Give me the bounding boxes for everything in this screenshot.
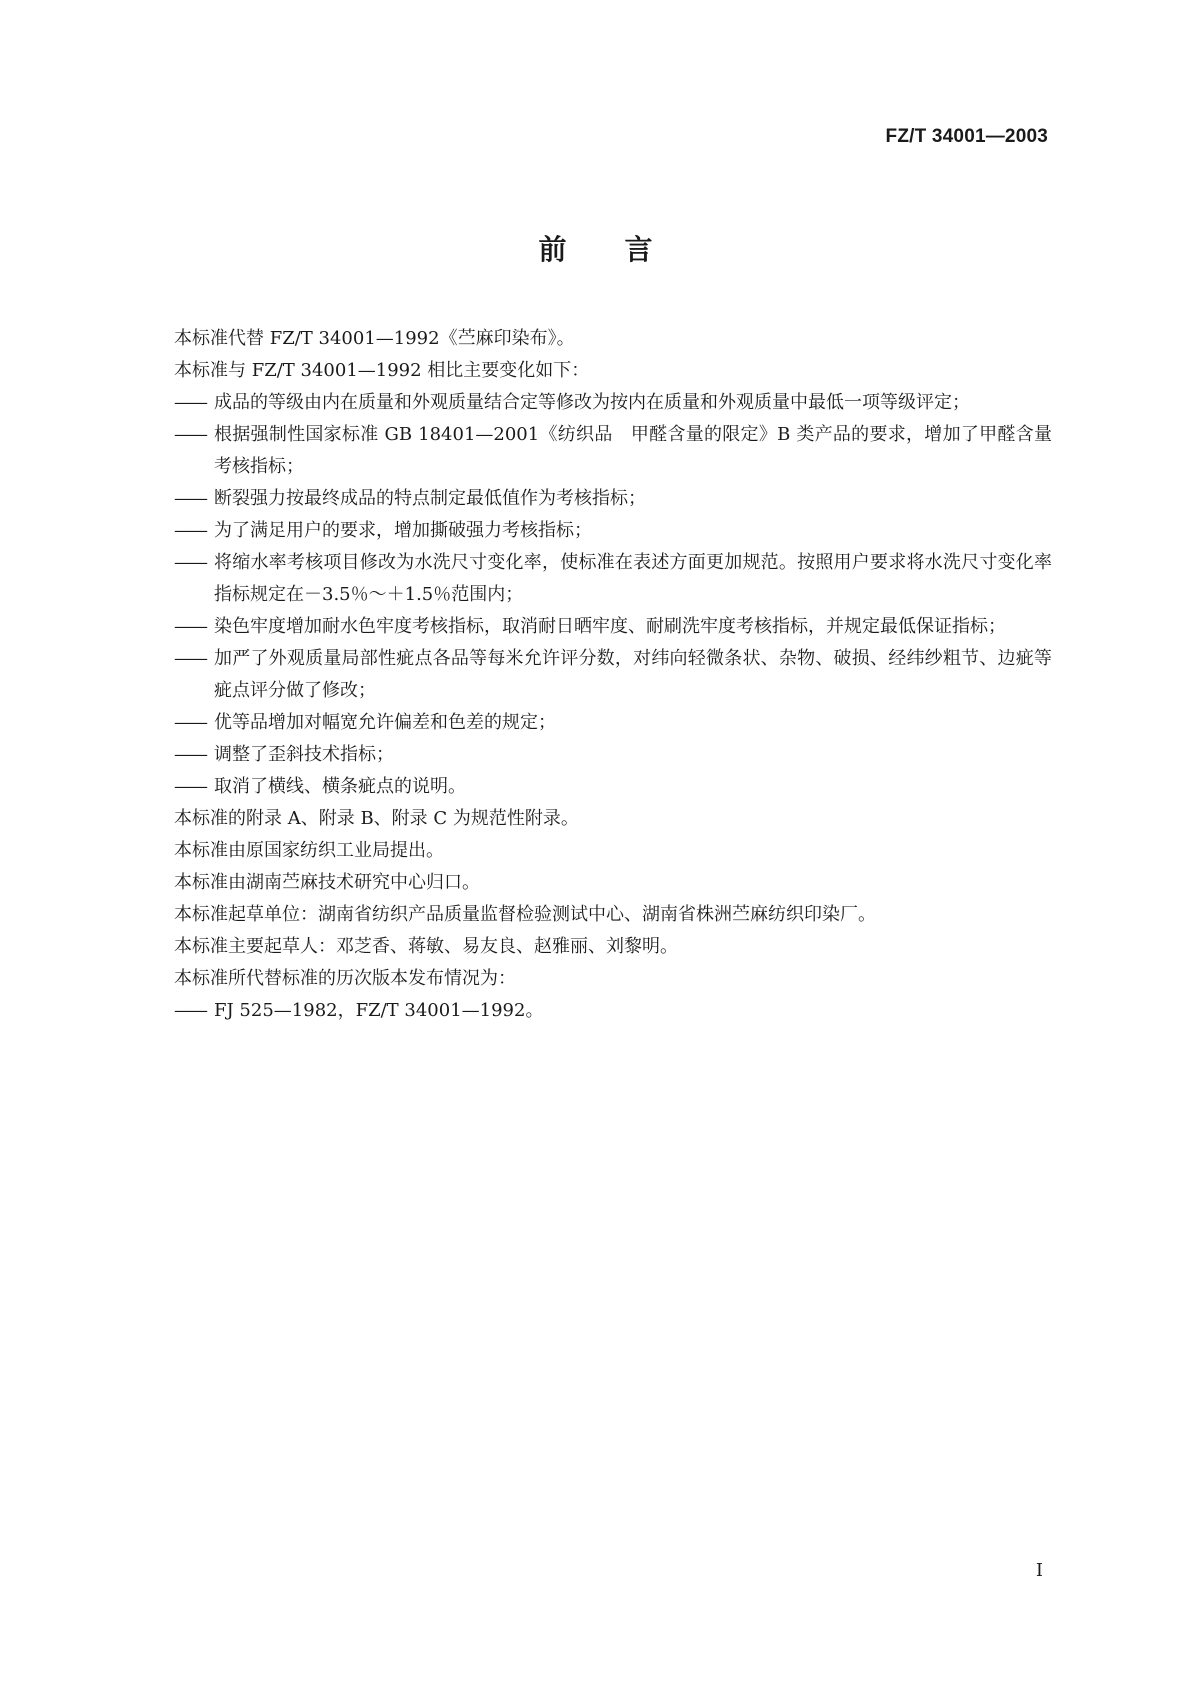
paragraph-changes-intro: 本标准与 FZ/T 34001—1992 相比主要变化如下： xyxy=(174,360,590,381)
history-item xyxy=(174,995,1052,1027)
change-item-text: 取消了横线、横条疵点的说明。 xyxy=(214,776,466,797)
paragraph-history-intro: 本标准所代替标准的历次版本发布情况为： xyxy=(174,968,516,989)
change-item-text: 断裂强力按最终成品的特点制定最低值作为考核指标； xyxy=(214,488,646,509)
dash-marker: —— xyxy=(174,552,206,573)
change-item-text: 加严了外观质量局部性疵点各品等每米允许评分数，对纬向轻微条状、杂物、破损、经纬纱粗节、边疵等疵点评分做了修改； xyxy=(214,648,1052,701)
dash-marker: —— xyxy=(174,616,206,637)
paragraph-drafting-units: 本标准起草单位：湖南省纺织产品质量监督检验测试中心、湖南省株洲苎麻纺织印染厂。 xyxy=(174,904,876,925)
paragraph-annexes: 本标准的附录 A、附录 B、附录 C 为规范性附录。 xyxy=(174,808,579,829)
paragraph-replaces: 本标准代替 FZ/T 34001—1992《苎麻印染布》。 xyxy=(174,328,575,349)
change-item xyxy=(174,419,1052,483)
dash-marker: —— xyxy=(174,776,206,797)
change-item xyxy=(174,707,1052,739)
change-item xyxy=(174,483,1052,515)
dash-marker: —— xyxy=(174,648,206,669)
dash-marker: —— xyxy=(174,712,206,733)
change-item-text: 染色牢度增加耐水色牢度考核指标，取消耐日晒牢度、耐刷洗牢度考核指标，并规定最低保证指标； xyxy=(214,616,1006,637)
dash-marker: —— xyxy=(174,1000,206,1021)
dash-marker: —— xyxy=(174,392,206,413)
change-item-text: 根据强制性国家标准 GB 18401—2001《纺织品 甲醛含量的限定》B 类产品的要求，增加了甲醛含量考核指标； xyxy=(214,424,1052,477)
change-item-text: 调整了歪斜技术指标； xyxy=(214,744,394,765)
change-item-text: 将缩水率考核项目修改为水洗尺寸变化率，使标准在表述方面更加规范。按照用户要求将水洗尺寸变化率指标规定在－3.5％～＋1.5％范围内； xyxy=(214,552,1052,605)
standard-code: FZ/T 34001—2003 xyxy=(885,126,1048,147)
change-item xyxy=(174,739,1052,771)
page-title: 前言 xyxy=(538,233,711,266)
history-item-text: FJ 525—1982，FZ/T 34001—1992。 xyxy=(214,1000,544,1021)
change-item-text: 为了满足用户的要求，增加撕破强力考核指标； xyxy=(214,520,592,541)
change-item xyxy=(174,611,1052,643)
page-number: I xyxy=(1035,1560,1043,1581)
foreword-body xyxy=(174,323,1052,1027)
dash-marker: —— xyxy=(174,520,206,541)
change-item xyxy=(174,515,1052,547)
dash-marker: —— xyxy=(174,424,206,445)
paragraph-drafters: 本标准主要起草人：邓芝香、蒋敏、易友良、赵雅丽、刘黎明。 xyxy=(174,936,678,957)
dash-marker: —— xyxy=(174,488,206,509)
paragraph-proposed-by: 本标准由原国家纺织工业局提出。 xyxy=(174,840,444,861)
change-item-text: 优等品增加对幅宽允许偏差和色差的规定； xyxy=(214,712,556,733)
change-item-text: 成品的等级由内在质量和外观质量结合定等修改为按内在质量和外观质量中最低一项等级评定； xyxy=(214,392,970,413)
change-item xyxy=(174,643,1052,707)
change-item xyxy=(174,771,1052,803)
change-item xyxy=(174,547,1052,611)
change-item xyxy=(174,387,1052,419)
paragraph-centralized-by: 本标准由湖南苎麻技术研究中心归口。 xyxy=(174,872,480,893)
dash-marker: —— xyxy=(174,744,206,765)
